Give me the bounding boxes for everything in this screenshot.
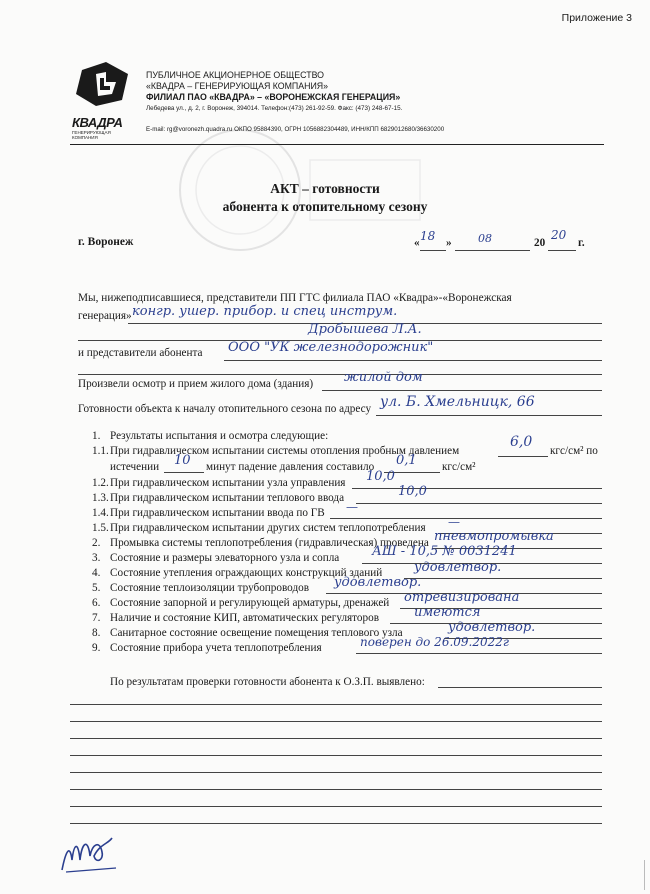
fill-line	[330, 518, 602, 519]
result-text: При гидравлическом испытании теплового ввода	[110, 492, 345, 504]
date-day: 18	[420, 229, 436, 243]
result-num: 1.5.	[92, 522, 109, 534]
hand-result-value: 10,0	[366, 469, 395, 484]
result-text: Состояние и размеры элеваторного узла и сопла	[110, 552, 340, 564]
hand-minutes: 10	[174, 453, 191, 468]
fill-line	[352, 488, 602, 489]
fill-line	[356, 503, 602, 504]
result-num: 5.	[92, 582, 101, 594]
blank-line	[70, 738, 602, 739]
result-num: 1.2.	[92, 477, 109, 489]
result-num: 1.4.	[92, 507, 109, 519]
fill-line-subscriber	[224, 360, 602, 361]
kvadra-logo-icon	[72, 60, 132, 108]
result-item	[92, 552, 339, 564]
result-text: Состояние прибора учета теплопотребления	[110, 642, 322, 654]
page-edge	[644, 860, 646, 890]
result-item	[92, 627, 403, 639]
date-year-line	[548, 250, 576, 251]
logo-text: КВАДРА	[72, 115, 123, 130]
result-text: Состояние запорной и регулирующей арматуры, дренажей	[110, 597, 390, 609]
hand-result-value: 10,0	[398, 484, 427, 499]
result-item	[92, 642, 322, 654]
signature	[56, 830, 126, 876]
hand-subscriber: ООО "УК железнодорожник"	[228, 340, 434, 355]
result-1-1-text-a: При гидравлическом испытании системы отопления пробным давлением	[110, 445, 460, 457]
result-num: 1.3.	[92, 492, 109, 504]
result-text: Состояние теплоизоляции трубопроводов	[110, 582, 310, 594]
result-num: 8.	[92, 627, 101, 639]
result-text: При гидравлическом испытании узла управления	[110, 477, 346, 489]
conclusion-label: По результатам проверки готовности абонента к О.З.П. выявлено:	[110, 676, 425, 688]
fill-line-test-pressure	[498, 456, 548, 457]
document-title	[0, 180, 650, 216]
result-num: 9.	[92, 642, 101, 654]
result-num: 7.	[92, 612, 101, 624]
result-item	[92, 477, 345, 489]
blank-line	[70, 772, 602, 773]
date-open-quote: «	[414, 237, 420, 249]
result-item	[92, 507, 325, 519]
result-text: Наличие и состояние КИП, автоматических регуляторов	[110, 612, 379, 624]
result-text: При гидравлическом испытании других систем теплопотребления	[110, 522, 426, 534]
date-close-quote: »	[446, 237, 452, 249]
date-year-suffix: 20	[551, 228, 567, 242]
hand-result-value: удовлетвор.	[414, 560, 502, 575]
hand-result-value: —	[448, 515, 460, 529]
intro-text-5: Готовности объекта к началу отопительного сезона по адресу	[78, 403, 372, 415]
hand-result-value: удовлетвор.	[334, 575, 422, 590]
hand-result-value: АШ - 10,5 № 0031241	[372, 544, 517, 559]
blank-line	[70, 823, 602, 824]
date-day-line	[420, 250, 446, 251]
date-month: 08	[478, 232, 492, 245]
org-line-1: ПУБЛИЧНОЕ АКЦИОНЕРНОЕ ОБЩЕСТВО	[146, 70, 324, 80]
result-1-1-text-d: минут падение давления составило	[206, 461, 375, 473]
blank-line	[70, 806, 602, 807]
result-item	[92, 612, 379, 624]
hand-position: конгр. ушер. прибор. и спец инструм.	[132, 304, 398, 319]
result-1-1-num: 1.1.	[92, 445, 109, 457]
hand-result-value: отревизирована	[404, 590, 520, 605]
blank-line	[70, 704, 602, 705]
hand-result-value: удовлетвор.	[448, 620, 536, 635]
date-month-line	[455, 250, 530, 251]
intro-text-1: Мы, нижеподписавшиеся, представители ПП ГТС филиала ПАО «Квадра»-«Воронежская	[78, 292, 512, 304]
result-num: 6.	[92, 597, 101, 609]
results-heading	[92, 430, 328, 442]
result-item	[92, 492, 344, 504]
results-heading-text: Результаты испытания и осмотра следующие:	[110, 430, 329, 442]
result-item	[92, 582, 309, 594]
org-header	[146, 70, 402, 114]
hand-result-value: поверен до 26.09.2022г	[360, 635, 509, 649]
city: г. Воронеж	[78, 236, 134, 248]
hand-result-value: —	[346, 500, 358, 514]
hand-address: ул. Б. Хмельницк, 66	[380, 394, 535, 410]
fill-line	[404, 578, 602, 579]
result-text: Промывка системы теплопотребления (гидравлическая) проведена	[110, 537, 429, 549]
org-line-3: ФИЛИАЛ ПАО «КВАДРА» – «ВОРОНЕЖСКАЯ ГЕНЕРАЦИЯ»	[146, 92, 401, 102]
result-text: Санитарное состояние освещение помещения теплового узла	[110, 627, 403, 639]
blank-line	[70, 755, 602, 756]
result-item	[92, 522, 426, 534]
appendix-label: Приложение 3	[561, 12, 632, 24]
fill-line-minutes	[164, 472, 204, 473]
org-line-2: «КВАДРА – ГЕНЕРИРУЮЩАЯ КОМПАНИЯ»	[146, 81, 329, 91]
header-divider	[70, 144, 604, 145]
logo-subtitle-1: ГЕНЕРИРУЮЩАЯ	[72, 130, 111, 135]
hand-test-pressure: 6,0	[510, 434, 533, 450]
results-heading-num: 1.	[92, 430, 101, 442]
fill-line-building	[322, 390, 602, 391]
result-1-1-text-b: кгс/см² по	[550, 445, 598, 457]
kvadra-logo	[72, 60, 136, 150]
hand-building: жилой дом	[344, 370, 423, 385]
logo-subtitle-2: КОМПАНИЯ	[72, 135, 98, 140]
blank-line	[70, 721, 602, 722]
fill-line	[356, 653, 602, 654]
title-line-1: АКТ – готовности	[270, 181, 380, 196]
org-contacts: E-mail: rg@voronezh.quadra.ru ОКПО 95884390, ОГРН 1056882304489, ИНН/КПП 6829012680/36630200	[146, 126, 445, 133]
result-text: Состояние утепления ограждающих конструкций зданий	[110, 567, 383, 579]
title-line-2: абонента к отопительному сезону	[222, 199, 428, 214]
intro-text-3: и представители абонента	[78, 347, 203, 359]
hand-inspector-name: Дробышева Л.А.	[308, 322, 422, 337]
fill-line-address	[376, 415, 602, 416]
org-address: Лебедева ул., д. 2, г. Воронеж, 394014. Телефон:(473) 261-92-59. Факс: (473) 248-67-15.	[146, 105, 403, 112]
hand-pressure-drop: 0,1	[396, 453, 417, 468]
result-item	[92, 597, 389, 609]
result-num: 3.	[92, 552, 101, 564]
result-num: 2.	[92, 537, 101, 549]
intro-text-4: Произвели осмотр и прием жилого дома (здания)	[78, 378, 314, 390]
intro-text-2: генерация»	[78, 310, 132, 322]
result-1-1-text-c: истечении	[110, 461, 160, 473]
result-1-1-text-e: кгс/см²	[442, 461, 476, 473]
date-year-prefix: 20	[534, 237, 546, 249]
hand-result-value: имеются	[414, 605, 481, 620]
result-num: 4.	[92, 567, 101, 579]
result-text: При гидравлическом испытании ввода по ГВ	[110, 507, 325, 519]
hand-result-value: пневмопромывка	[434, 529, 554, 544]
fill-line-subscriber-2	[78, 374, 602, 375]
date-suffix: г.	[578, 237, 585, 249]
blank-line	[70, 789, 602, 790]
conclusion-fill-line	[438, 687, 602, 688]
